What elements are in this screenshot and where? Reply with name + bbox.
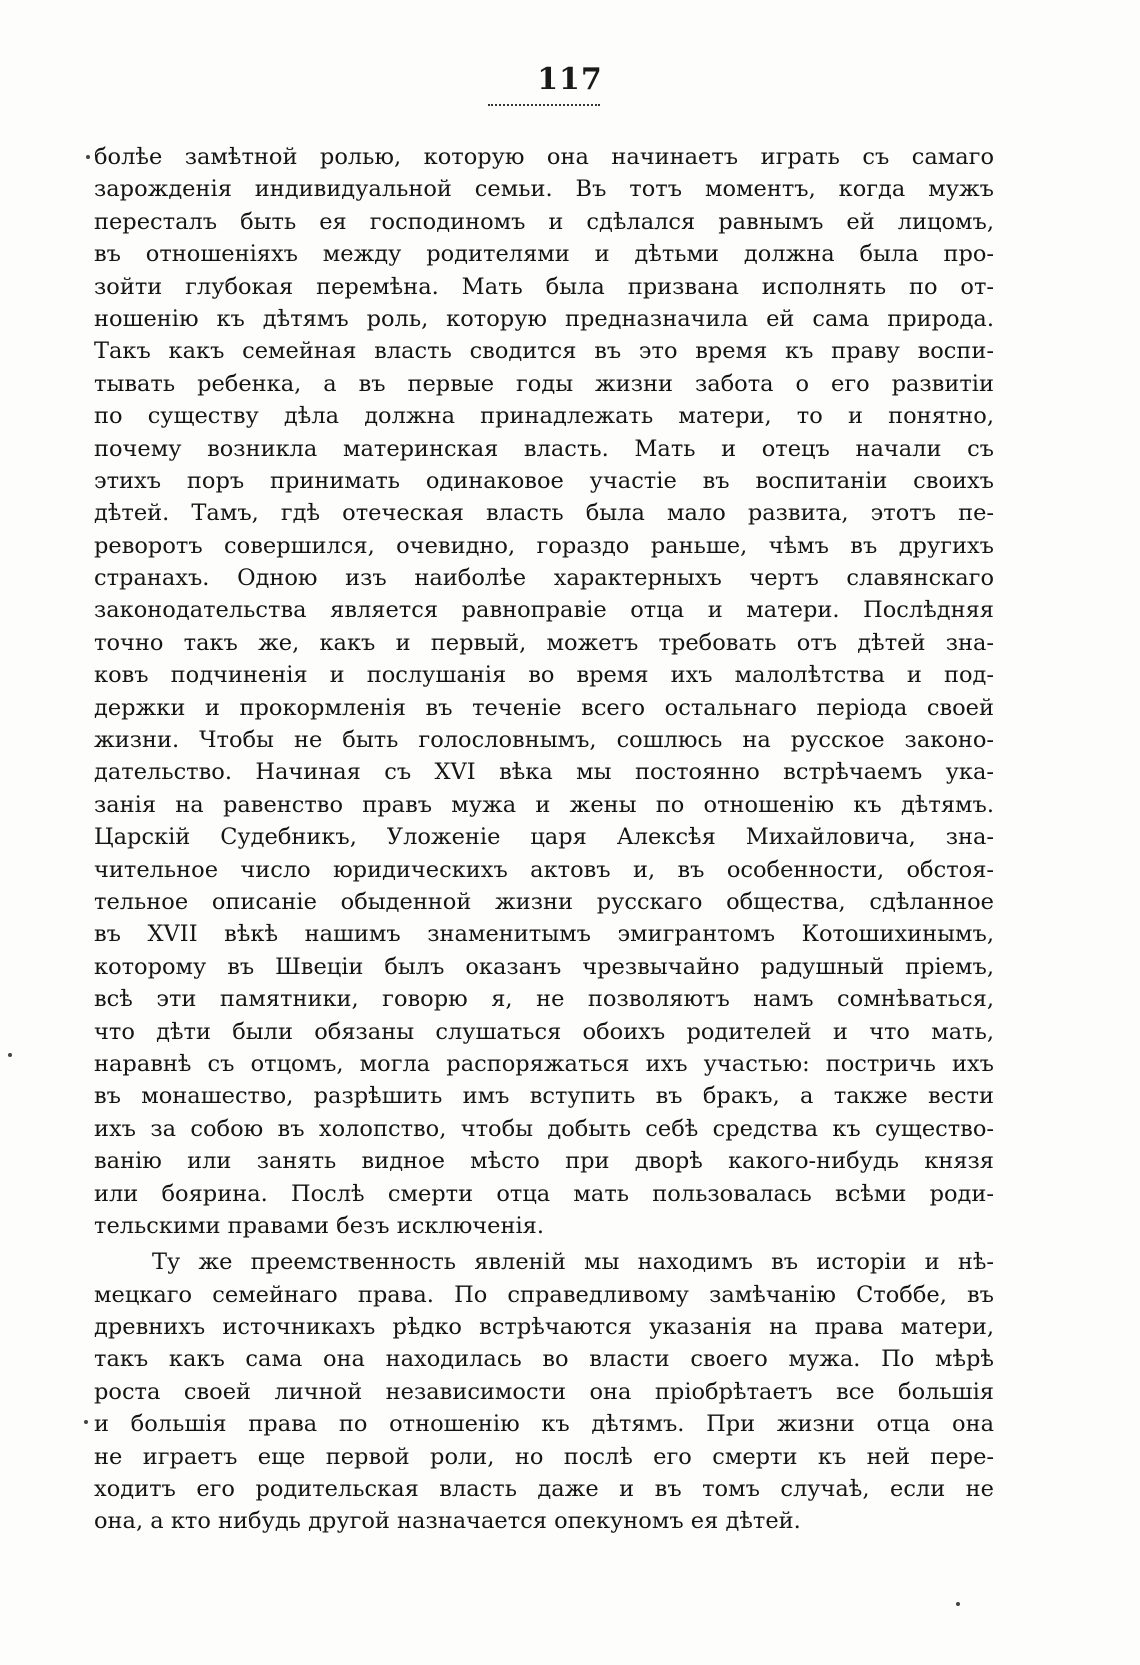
print-speck (84, 1420, 88, 1424)
text-line: по существу дѣла должна принадлежать матери, то и понятно, (94, 403, 994, 430)
text-line: законодательства является равноправіе отца и матери. Послѣдняя (94, 597, 994, 624)
paragraph (94, 1246, 994, 1538)
text-line: держки и прокормленія въ теченіе всего остальнаго періода своей (94, 694, 994, 721)
text-line: такъ какъ сама она находилась во власти своего мужа. По мѣрѣ (94, 1346, 994, 1373)
text-line: занія на равенство правъ мужа и жены по отношенію къ дѣтямъ. (94, 791, 994, 818)
text-line: въ XVII вѣкѣ нашимъ знаменитымъ эмигрантомъ Котошихинымъ, (94, 921, 994, 948)
text-line: мецкаго семейнаго права. По справедливому замѣчанію Стоббе, въ (94, 1281, 994, 1308)
text-line: чительное число юридическихъ актовъ и, въ особенности, обстоя- (94, 856, 994, 883)
text-line: этихъ поръ принимать одинаковое участіе въ воспитаніи своихъ (94, 467, 994, 494)
text-line: зойти глубокая перемѣна. Мать была призвана исполнять по от- (94, 273, 994, 300)
text-line: пересталъ быть ея господиномъ и сдѣлался равнымъ ей лицомъ, (94, 208, 994, 235)
text-line: тельное описаніе обыденной жизни русскаго общества, сдѣланное (94, 888, 994, 915)
text-line: Ту же преемственность явленій мы находимъ въ исторіи и нѣ- (152, 1249, 994, 1276)
text-line: ихъ за собою въ холопство, чтобы добыть себѣ средства къ существо- (94, 1115, 994, 1142)
text-line: ходитъ его родительская власть даже и въ томъ случаѣ, если не (94, 1476, 994, 1503)
text-line: ношенію къ дѣтямъ роль, которую предназначила ей сама природа. (94, 305, 994, 332)
text-line: всѣ эти памятники, говорю я, не позволяютъ намъ сомнѣваться, (94, 986, 994, 1013)
print-speck (8, 1053, 12, 1057)
text-line: тывать ребенка, а въ первые годы жизни забота о его развитіи (94, 370, 994, 397)
text-line: не играетъ еще первой роли, но послѣ его смерти къ ней пере- (94, 1443, 994, 1470)
text-line: древнихъ источникахъ рѣдко встрѣчаются указанія на права матери, (94, 1314, 994, 1341)
paragraph (94, 141, 994, 1242)
page-number: 117 (537, 62, 603, 97)
print-speck (86, 155, 90, 159)
text-line: зарожденія индивидуальной семьи. Въ тотъ моментъ, когда мужъ (94, 176, 994, 203)
text-line: реворотъ совершился, очевидно, гораздо раньше, чѣмъ въ другихъ (94, 532, 994, 559)
text-line: странахъ. Одною изъ наиболѣе характерныхъ чертъ славянскаго (94, 565, 994, 592)
text-line: точно такъ же, какъ и первый, можетъ требовать отъ дѣтей зна- (94, 629, 994, 656)
text-line: которому въ Швеціи былъ оказанъ чрезвычайно радушный пріемъ, (94, 953, 994, 980)
text-line: дѣтей. Тамъ, гдѣ отеческая власть была мало развита, этотъ пе- (94, 500, 994, 527)
text-line: дательство. Начиная съ XVI вѣка мы постоянно встрѣчаемъ ука- (94, 759, 994, 786)
body-text (94, 141, 994, 1538)
text-line: она, а кто нибудь другой назначается опекуномъ ея дѣтей. (94, 1508, 801, 1535)
text-line: жизни. Чтобы не быть голословнымъ, сошлюсь на русское законо- (94, 727, 994, 754)
text-line: наравнѣ съ отцомъ, могла распоряжаться ихъ участью: постричь ихъ (94, 1050, 994, 1077)
text-line: ковъ подчиненія и послушанія во время ихъ малолѣтства и под- (94, 662, 994, 689)
text-line: почему возникла материнская власть. Мать и отецъ начали съ (94, 435, 994, 462)
header-dotted-rule (488, 104, 600, 106)
text-line: въ монашество, разрѣшить имъ вступить въ бракъ, а также вести (94, 1083, 994, 1110)
text-line: или боярина. Послѣ смерти отца мать пользовалась всѣми роди- (94, 1180, 994, 1207)
text-line: Царскій Судебникъ, Уложеніе царя Алексѣя Михайловича, зна- (94, 824, 994, 851)
text-line: ванію или занять видное мѣсто при дворѣ какого-нибудь князя (94, 1148, 994, 1175)
text-line: роста своей личной независимости она пріобрѣтаетъ все большія (94, 1378, 994, 1405)
page-header (0, 62, 1140, 97)
text-line: и большія права по отношенію къ дѣтямъ. При жизни отца она (94, 1411, 994, 1438)
text-line: Такъ какъ семейная власть сводится въ это время къ праву воспи- (94, 338, 994, 365)
text-line: что дѣти были обязаны слушаться обоихъ родителей и что мать, (94, 1018, 994, 1045)
text-line: болѣе замѣтной ролью, которую она начинаетъ играть съ самаго (94, 144, 994, 170)
print-speck (956, 1602, 960, 1606)
text-line: въ отношеніяхъ между родителями и дѣтьми должна была про- (94, 241, 994, 268)
text-line: тельскими правами безъ исключенія. (94, 1212, 545, 1239)
